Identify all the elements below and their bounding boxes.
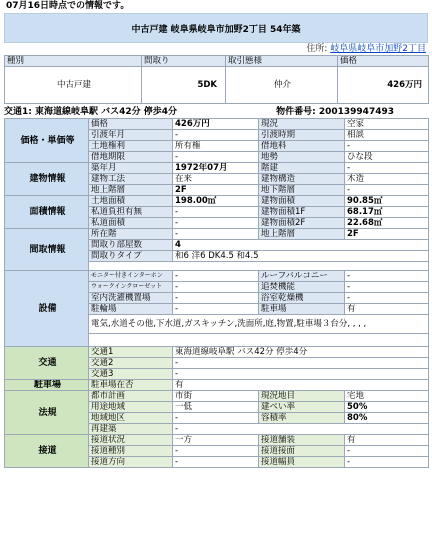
value-road-frontage: - <box>345 446 429 457</box>
table-row <box>5 163 429 174</box>
label-transit-2: 交通2 <box>89 358 173 369</box>
blank-cell <box>89 262 429 271</box>
section-area: 面積情報 <box>5 196 89 229</box>
value-roof-balcony: - <box>345 271 429 282</box>
label-building-area-2f: 建物面積2F <box>259 218 345 229</box>
summary-layout: 5DK <box>142 67 226 104</box>
label-building-area-1f: 建物面積1F <box>259 207 345 218</box>
value-rebuild: - <box>173 424 429 435</box>
address-label: 住所: <box>306 44 328 54</box>
value-building-area-1f: 68.17㎡ <box>345 207 429 218</box>
label-road-status: 接道状況 <box>89 435 173 446</box>
value-district: - <box>173 413 259 424</box>
value-bath-dryer: - <box>345 293 429 304</box>
value-reheat: - <box>345 282 429 293</box>
value-building-area: 90.85㎡ <box>345 196 429 207</box>
detail-table <box>4 118 429 468</box>
value-land-rights: 所有権 <box>173 141 259 152</box>
value-floors: - <box>345 163 429 174</box>
value-road-status: 一方 <box>173 435 259 446</box>
label-status: 現況 <box>259 119 345 130</box>
value-road-paving: 有 <box>345 435 429 446</box>
label-floor-area-ratio: 容積率 <box>259 413 345 424</box>
label-price: 価格 <box>89 119 173 130</box>
value-delivery-time: 相談 <box>345 130 429 141</box>
label-zoning: 用途地域 <box>89 402 173 413</box>
label-floors: 階建 <box>259 163 345 174</box>
summary-header-row <box>5 56 429 67</box>
label-walk-in-closet: ウォークインクローゼット <box>89 282 173 293</box>
value-price: 426万円 <box>173 119 259 130</box>
value-structure: 木造 <box>345 174 429 185</box>
label-bicycle-parking: 駐輪場 <box>89 304 173 315</box>
label-land-rights: 土地権利 <box>89 141 173 152</box>
property-number: 物件番号: 200139947493 <box>276 107 394 117</box>
label-below-ground: 地下階層 <box>259 185 345 196</box>
value-washer-space: - <box>173 293 259 304</box>
label-coverage-ratio: 建ぺい率 <box>259 402 345 413</box>
value-transit-3: - <box>173 369 429 380</box>
label-floor-level: 所在階 <box>89 229 173 240</box>
label-rebuild: 再建築 <box>89 424 173 435</box>
summary-type: 中古戸建 <box>5 67 142 104</box>
value-land-area: 198.00㎡ <box>173 196 259 207</box>
label-city-planning: 都市計画 <box>89 391 173 402</box>
label-layout-floors: 地上階層 <box>259 229 345 240</box>
page-title: 中古戸建 岐阜県岐阜市加野2丁目 54年築 <box>4 13 428 43</box>
label-washer-space: 室内洗濯機置場 <box>89 293 173 304</box>
value-method: 在来 <box>173 174 259 185</box>
table-row <box>5 196 429 207</box>
label-intercom: モニター付きインターホン <box>89 271 173 282</box>
summary-header-type: 種別 <box>5 56 142 67</box>
summary-price: 426万円 <box>338 67 429 104</box>
section-price: 価格・単価等 <box>5 119 89 163</box>
label-transit-1: 交通1 <box>89 347 173 358</box>
summary-header-transaction: 取引態様 <box>226 56 338 67</box>
label-private-road-area: 私道面積 <box>89 218 173 229</box>
label-private-road: 私道負担有無 <box>89 207 173 218</box>
transit-line <box>4 107 428 118</box>
value-road-width: - <box>345 457 429 468</box>
section-traffic: 交通 <box>5 347 89 380</box>
label-room-type: 間取りタイプ <box>89 251 173 262</box>
summary-header-layout: 間取り <box>142 56 226 67</box>
summary-transaction: 仲介 <box>226 67 338 104</box>
value-private-road: - <box>173 207 259 218</box>
value-layout-floors: 2F <box>345 229 429 240</box>
label-district: 地域地区 <box>89 413 173 424</box>
label-road-type: 接道種別 <box>89 446 173 457</box>
label-road-direction: 接道方向 <box>89 457 173 468</box>
label-delivery-time: 引渡時期 <box>259 130 345 141</box>
label-road-frontage: 接道接面 <box>259 446 345 457</box>
value-built: 1972年07月 <box>173 163 259 174</box>
table-row <box>5 347 429 358</box>
value-floor-level: - <box>173 229 259 240</box>
value-parking-availability: 有 <box>173 380 429 391</box>
label-land-category: 現況地目 <box>259 391 345 402</box>
label-room-count: 間取り部屋数 <box>89 240 173 251</box>
table-row <box>5 229 429 240</box>
value-road-direction: - <box>173 457 259 468</box>
value-terrain: ひな段 <box>345 152 429 163</box>
value-private-road-area: - <box>173 218 259 229</box>
label-lease-fee: 借地料 <box>259 141 345 152</box>
value-floor-area-ratio: 80% <box>345 413 429 424</box>
label-transit-3: 交通3 <box>89 369 173 380</box>
value-bicycle-parking: - <box>173 304 259 315</box>
value-lease-fee: - <box>345 141 429 152</box>
label-delivery-month: 引渡年月 <box>89 130 173 141</box>
transit-text: 交通1: 東海道線岐阜駅 バス42分 停歩4分 <box>4 107 178 117</box>
value-zoning: 一低 <box>173 402 259 413</box>
label-above-ground: 地上階層 <box>89 185 173 196</box>
value-coverage-ratio: 50% <box>345 402 429 413</box>
value-road-type: - <box>173 446 259 457</box>
address-line <box>306 44 426 55</box>
table-row <box>5 380 429 391</box>
table-row <box>5 391 429 402</box>
value-status: 空家 <box>345 119 429 130</box>
value-room-type: 和6 洋6 DK4.5 和4.5 <box>173 251 429 262</box>
label-parking-availability: 駐車場在否 <box>89 380 173 391</box>
label-terrain: 地勢 <box>259 152 345 163</box>
table-row <box>5 271 429 282</box>
value-city-planning: 市街 <box>173 391 259 402</box>
section-equipment: 設備 <box>5 271 89 347</box>
value-delivery-month: - <box>173 130 259 141</box>
value-transit-1: 東海道線岐阜駅 バス42分 停歩4分 <box>173 347 429 358</box>
value-lease-term: - <box>173 152 259 163</box>
section-road: 接道 <box>5 435 89 468</box>
section-parking: 駐車場 <box>5 380 89 391</box>
value-walk-in-closet: - <box>173 282 259 293</box>
summary-header-price: 価格 <box>338 56 429 67</box>
info-date-notice: 07月16日時点での情報です。 <box>6 1 130 11</box>
table-row <box>5 119 429 130</box>
summary-table <box>4 55 429 104</box>
value-transit-2: - <box>173 358 429 369</box>
section-layout: 間取情報 <box>5 229 89 271</box>
label-structure: 建物構造 <box>259 174 345 185</box>
label-road-width: 接道幅員 <box>259 457 345 468</box>
equipment-note: 電気,水道その他,下水道,ガスキッチン,洗面所,庭,物置,駐車場３台分, , , , <box>89 315 429 334</box>
value-building-area-2f: 22.68㎡ <box>345 218 429 229</box>
blank-cell <box>89 334 429 347</box>
table-row <box>5 435 429 446</box>
value-intercom: - <box>173 271 259 282</box>
label-road-paving: 接道舗装 <box>259 435 345 446</box>
address-link[interactable]: 岐阜県岐阜市加野2丁目 <box>330 44 426 54</box>
label-reheat: 追焚機能 <box>259 282 345 293</box>
label-bath-dryer: 浴室乾燥機 <box>259 293 345 304</box>
section-building: 建物情報 <box>5 163 89 196</box>
value-land-category: 宅地 <box>345 391 429 402</box>
label-land-area: 土地面積 <box>89 196 173 207</box>
section-legal: 法規 <box>5 391 89 435</box>
label-lease-term: 借地期限 <box>89 152 173 163</box>
label-building-area: 建物面積 <box>259 196 345 207</box>
label-built: 築年月 <box>89 163 173 174</box>
value-below-ground: - <box>345 185 429 196</box>
value-above-ground: 2F <box>173 185 259 196</box>
summary-value-row <box>5 67 429 104</box>
label-car-parking: 駐車場 <box>259 304 345 315</box>
value-car-parking: 有 <box>345 304 429 315</box>
label-method: 建物工法 <box>89 174 173 185</box>
label-roof-balcony: ルーフバルコニー <box>259 271 345 282</box>
value-room-count: 4 <box>173 240 429 251</box>
